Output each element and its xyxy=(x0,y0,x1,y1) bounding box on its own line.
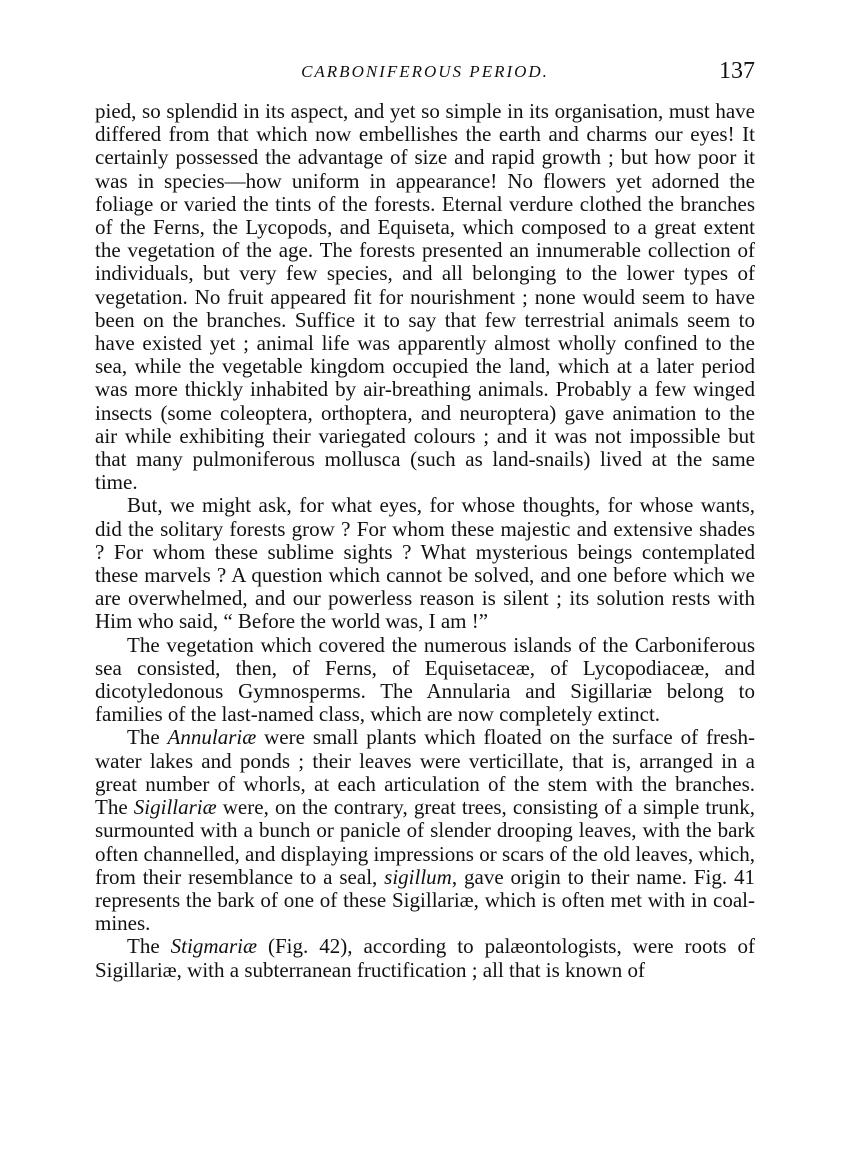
running-title: CARBONIFEROUS PERIOD. xyxy=(301,62,549,81)
italic-term: Sigillariæ xyxy=(133,795,217,820)
page-number: 137 xyxy=(719,58,755,84)
paragraph-4 xyxy=(95,726,755,935)
text-segment: The xyxy=(127,725,168,750)
italic-term: Annulariæ xyxy=(167,725,257,750)
text-segment: were small plants which floated on the surface of fresh-water lakes and ponds ; their leaves were verticillate, that is, arranged in a great number of whorls, at each articulation of the stem with the branches. The xyxy=(95,725,755,820)
italic-term: sigillum xyxy=(384,864,452,889)
italic-term: Stigmariæ xyxy=(170,934,258,959)
paragraph-1 xyxy=(95,100,755,494)
text-segment: But, we might ask, for what eyes, for whose thoughts, for whose wants, did the solitary forests grow ? For whom these majestic and extensive shades ? For whom these sublime sights ? What mysterious beings contemplated these marvels ? A question which cannot be solved, and one before which we are overwhelmed, and our powerless reason is silent ; its solution rests with Him who said, “ Before the world was, I am !” xyxy=(95,493,755,634)
text-segment: The xyxy=(127,934,171,959)
paragraph-5 xyxy=(95,935,755,981)
text-segment: pied, so splendid in its aspect, and yet so simple in its organisation, must have differed from that which now embellishes the earth and charms our eyes! It certainly possessed the advantage of size and rapid growth ; but how poor it was in species—how uniform in appearance! No flowers yet adorned the foliage or varied the tints of the forests. Eternal verdure clothed the branches of the Ferns, the Lycopods, and Equiseta, which composed to a great extent the vegetation of the age. The forests presented an innumerable collection of individuals, but very few species, and all belonging to the lower types of vegetation. No fruit appeared fit for nourishment ; none would seem to have been on the branches. Suffice it to say that few terrestrial animals seem to have existed yet ; animal life was apparently almost wholly confined to the sea, while the vegetable kingdom occupied the land, which at a later period was more thickly inhabited by air-breathing animals. Probably a few winged insects (some coleoptera, orthoptera, and neuroptera) gave animation to the air while exhibiting their variegated colours ; and it was not impossible but that many pulmoniferous mollusca (such as land-snails) lived at the same time. xyxy=(95,99,755,495)
text-segment: The vegetation which covered the numerous islands of the Carboniferous sea consisted, then, of Ferns, of Equisetaceæ, of Lycopodiaceæ, and dicotyledonous Gymnosperms. The Annularia and Sigillariæ belong to families of the last-named class, which are now completely extinct. xyxy=(95,632,755,727)
text-segment: , gave origin to their name. Fig. 41 represents the bark of one of these Sigillariæ, which is often met with in coal-mines. xyxy=(95,864,755,936)
text-segment: were, on the contrary, great trees, consisting of a simple trunk, surmounted with a bunch or panicle of slender drooping leaves, with the bark often channelled, and displaying impressions or scars of the old leaves, which, from their resemblance to a seal, xyxy=(95,795,755,889)
paragraph-2 xyxy=(95,494,755,633)
page-header xyxy=(95,58,755,88)
body-text xyxy=(95,100,755,982)
paragraph-3 xyxy=(95,634,755,727)
text-segment: (Fig. 42), according to palæontologists, were roots of Sigillariæ, with a subterranean fructification ; all that is known of xyxy=(95,934,756,982)
